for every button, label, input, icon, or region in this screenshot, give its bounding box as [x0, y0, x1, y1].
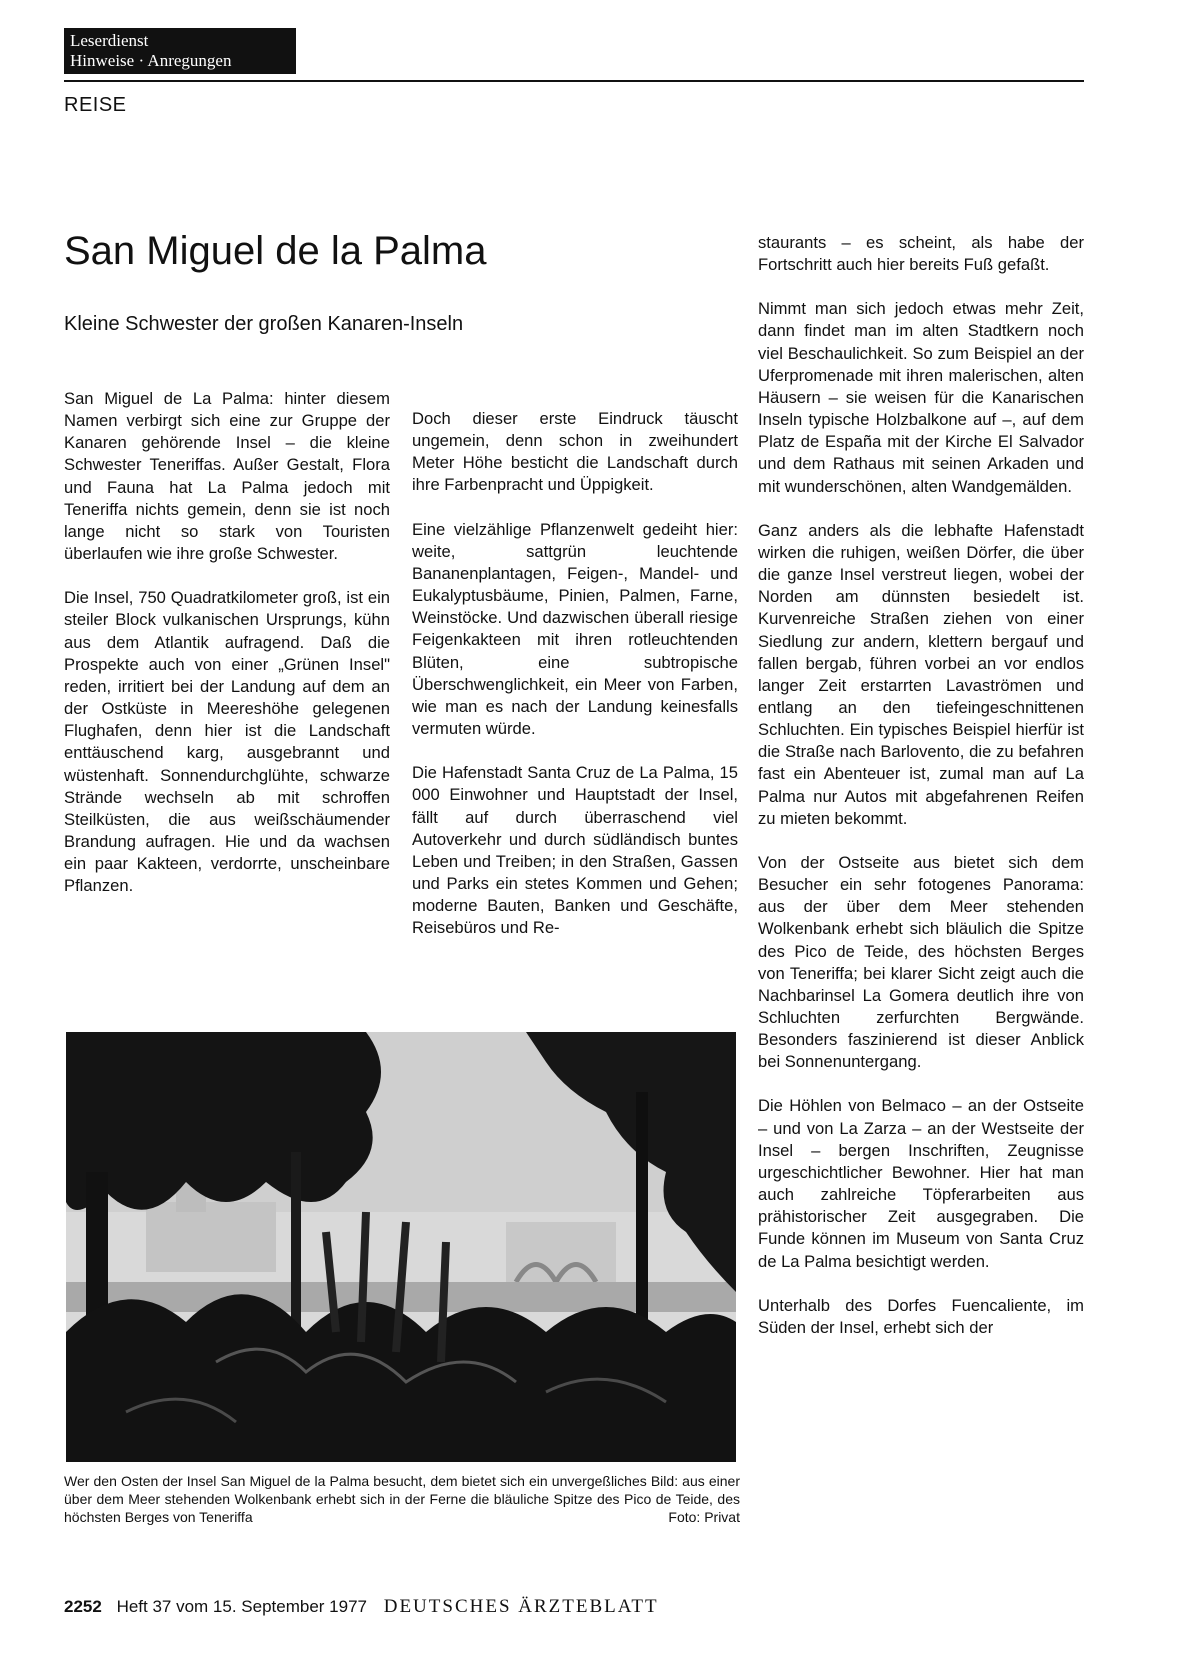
article-title: San Miguel de la Palma	[64, 229, 487, 273]
paragraph: Doch dieser erste Eindruck täuscht ungemein, denn schon in zweihundert Meter Höhe besticht die Landschaft durch ihre Farbenpracht und Üppigkeit.	[412, 409, 738, 495]
magazine-name: DEUTSCHES ÄRZTEBLATT	[383, 1596, 659, 1617]
paragraph: Von der Ostseite aus bietet sich dem Besucher ein sehr fotogenes Panorama: aus der über dem Meer stehenden Wolkenbank erhebt sich bläulich die Spitze des Pico de Teide, des höchsten Berges von Teneriffa; bei klarer Sicht zeigt auch die Nachbarinsel La Gomera deutlich ihre von Schluchten zerfurchten Bergwände. Besonders faszinierend ist dieser Anblick bei Sonnenuntergang.	[758, 852, 1084, 1072]
paragraph: Unterhalb des Dorfes Fuencaliente, im Süden der Insel, erhebt sich der	[758, 1295, 1084, 1337]
text-column-3	[758, 232, 1084, 1361]
text-column-1	[64, 388, 390, 919]
paragraph: Eine vielzählige Pflanzenwelt gedeiht hier: weite, sattgrün leuchtende Bananenplantagen, Feigen-, Mandel- und Eukalyptusbäume, Pinien, Palmen, Farne, Weinstöcke. Und dazwischen überall riesige Feigenkakteen mit ihren rotleuchtenden Blüten, eine subtropische Überschwenglichkeit, ein Meer von Farben, wie man es nach der Landung keinesfalls vermuten würde.	[412, 519, 738, 739]
text-column-2	[412, 408, 738, 961]
rubric-label: REISE	[64, 94, 127, 116]
paragraph: Ganz anders als die lebhafte Hafenstadt wirken die ruhigen, weißen Dörfer, die über die ganze Insel verstreut liegen, wobei der Norden am dünnsten besiedelt ist. Kurvenreiche Straßen ziehen von einer Siedlung zur andern, klettern bergauf und fallen bergab, führen vorbei an vor endlos langer Zeit erstarrten Lavaströmen und entlang an den tiefeingeschnittenen Schluchten. Ein typisches Beispiel hierfür ist die Straße nach Barlovento, die zu befahren fast ein Abenteuer ist, zumal man auf La Palma nur Autos mit abgefahrenen Reifen zu mieten bekommt.	[758, 520, 1084, 828]
paragraph: San Miguel de La Palma: hinter diesem Namen verbirgt sich eine zur Gruppe der Kanaren gehörende Insel – die kleine Schwester Teneriffas. Außer Gestalt, Flora und Fauna hat La Palma jedoch mit Teneriffa nichts gemein, denn sie ist noch lange nicht so stark von Touristen überlaufen wie ihre große Schwester.	[64, 389, 390, 564]
page-number: 2252	[64, 1597, 102, 1616]
section-label-line1: Leserdienst	[70, 31, 149, 50]
garden-photo-illustration	[66, 1032, 736, 1462]
issue-info: Heft 37 vom 15. September 1977	[116, 1597, 367, 1616]
paragraph: Die Insel, 750 Quadratkilometer groß, ist ein steiler Block vulkanischen Ursprungs, kühn aus dem Atlantik aufragend. Daß die Prospekte auch von einer „Grünen Insel" reden, irritiert bei der Landung auf dem an der Ostküste in Meereshöhe gelegenen Flughafen, denn hier ist die Landschaft enttäuschend karg, ausgebrannt und wüstenhaft. Sonnendurchglühte, schwarze Strände wechseln ab mit schroffen Steilküsten, die aus weißschäumender Brandung aufragen. Hie und da wachsen ein paar Kakteen, verdorrte, unscheinbare Pflanzen.	[64, 588, 390, 896]
header-rule	[64, 80, 1084, 82]
paragraph: staurants – es scheint, als habe der Fortschritt auch hier bereits Fuß gefaßt.	[758, 233, 1084, 275]
caption-text: Wer den Osten der Insel San Miguel de la Palma besucht, dem bietet sich ein unvergeßliches Bild: aus einer über dem Meer stehenden Wolkenbank erhebt sich in der Ferne die bläuliche Spitze des Pico de Teide, des höchsten Berges von Teneriffa	[64, 1473, 740, 1525]
page-footer	[64, 1596, 659, 1618]
paragraph: Die Höhlen von Belmaco – an der Ostseite – und von La Zarza – an der Westseite der Insel – bergen Inschriften, Zeugnisse urgeschichtlicher Bewohner. Hier hat man auch zahlreiche Töpferarbeiten aus prähistorischer Zeit ausgegraben. Die Funde können im Museum von Santa Cruz de La Palma besichtigt werden.	[758, 1096, 1084, 1271]
paragraph: Die Hafenstadt Santa Cruz de La Palma, 15 000 Einwohner und Hauptstadt der Insel, fällt auf durch überraschend viel Autoverkehr und durch südländisch buntes Leben und Treiben; in den Straßen, Gassen und Parks ein stetes Kommen und Gehen; moderne Bauten, Banken und Geschäfte, Reisebüros und Re-	[412, 763, 738, 938]
section-label-box	[64, 28, 296, 74]
photo-credit: Foto: Privat	[668, 1509, 740, 1525]
photo-caption	[64, 1472, 740, 1526]
article-photo	[66, 1032, 736, 1462]
article-subtitle: Kleine Schwester der großen Kanaren-Inseln	[64, 313, 464, 335]
paragraph: Nimmt man sich jedoch etwas mehr Zeit, dann findet man im alten Stadtkern noch viel Beschaulichkeit. So zum Beispiel an der Uferpromenade mit ihren malerischen, alten Häusern – sie weisen für die Kanarischen Inseln typische Holzbalkone auf –, auf dem Platz de España mit der Kirche El Salvador und dem Rathaus mit seinen Arkaden und mit wunderschönen, alten Wandgemälden.	[758, 299, 1084, 496]
section-label-line2: Hinweise · Anregungen	[70, 51, 232, 70]
